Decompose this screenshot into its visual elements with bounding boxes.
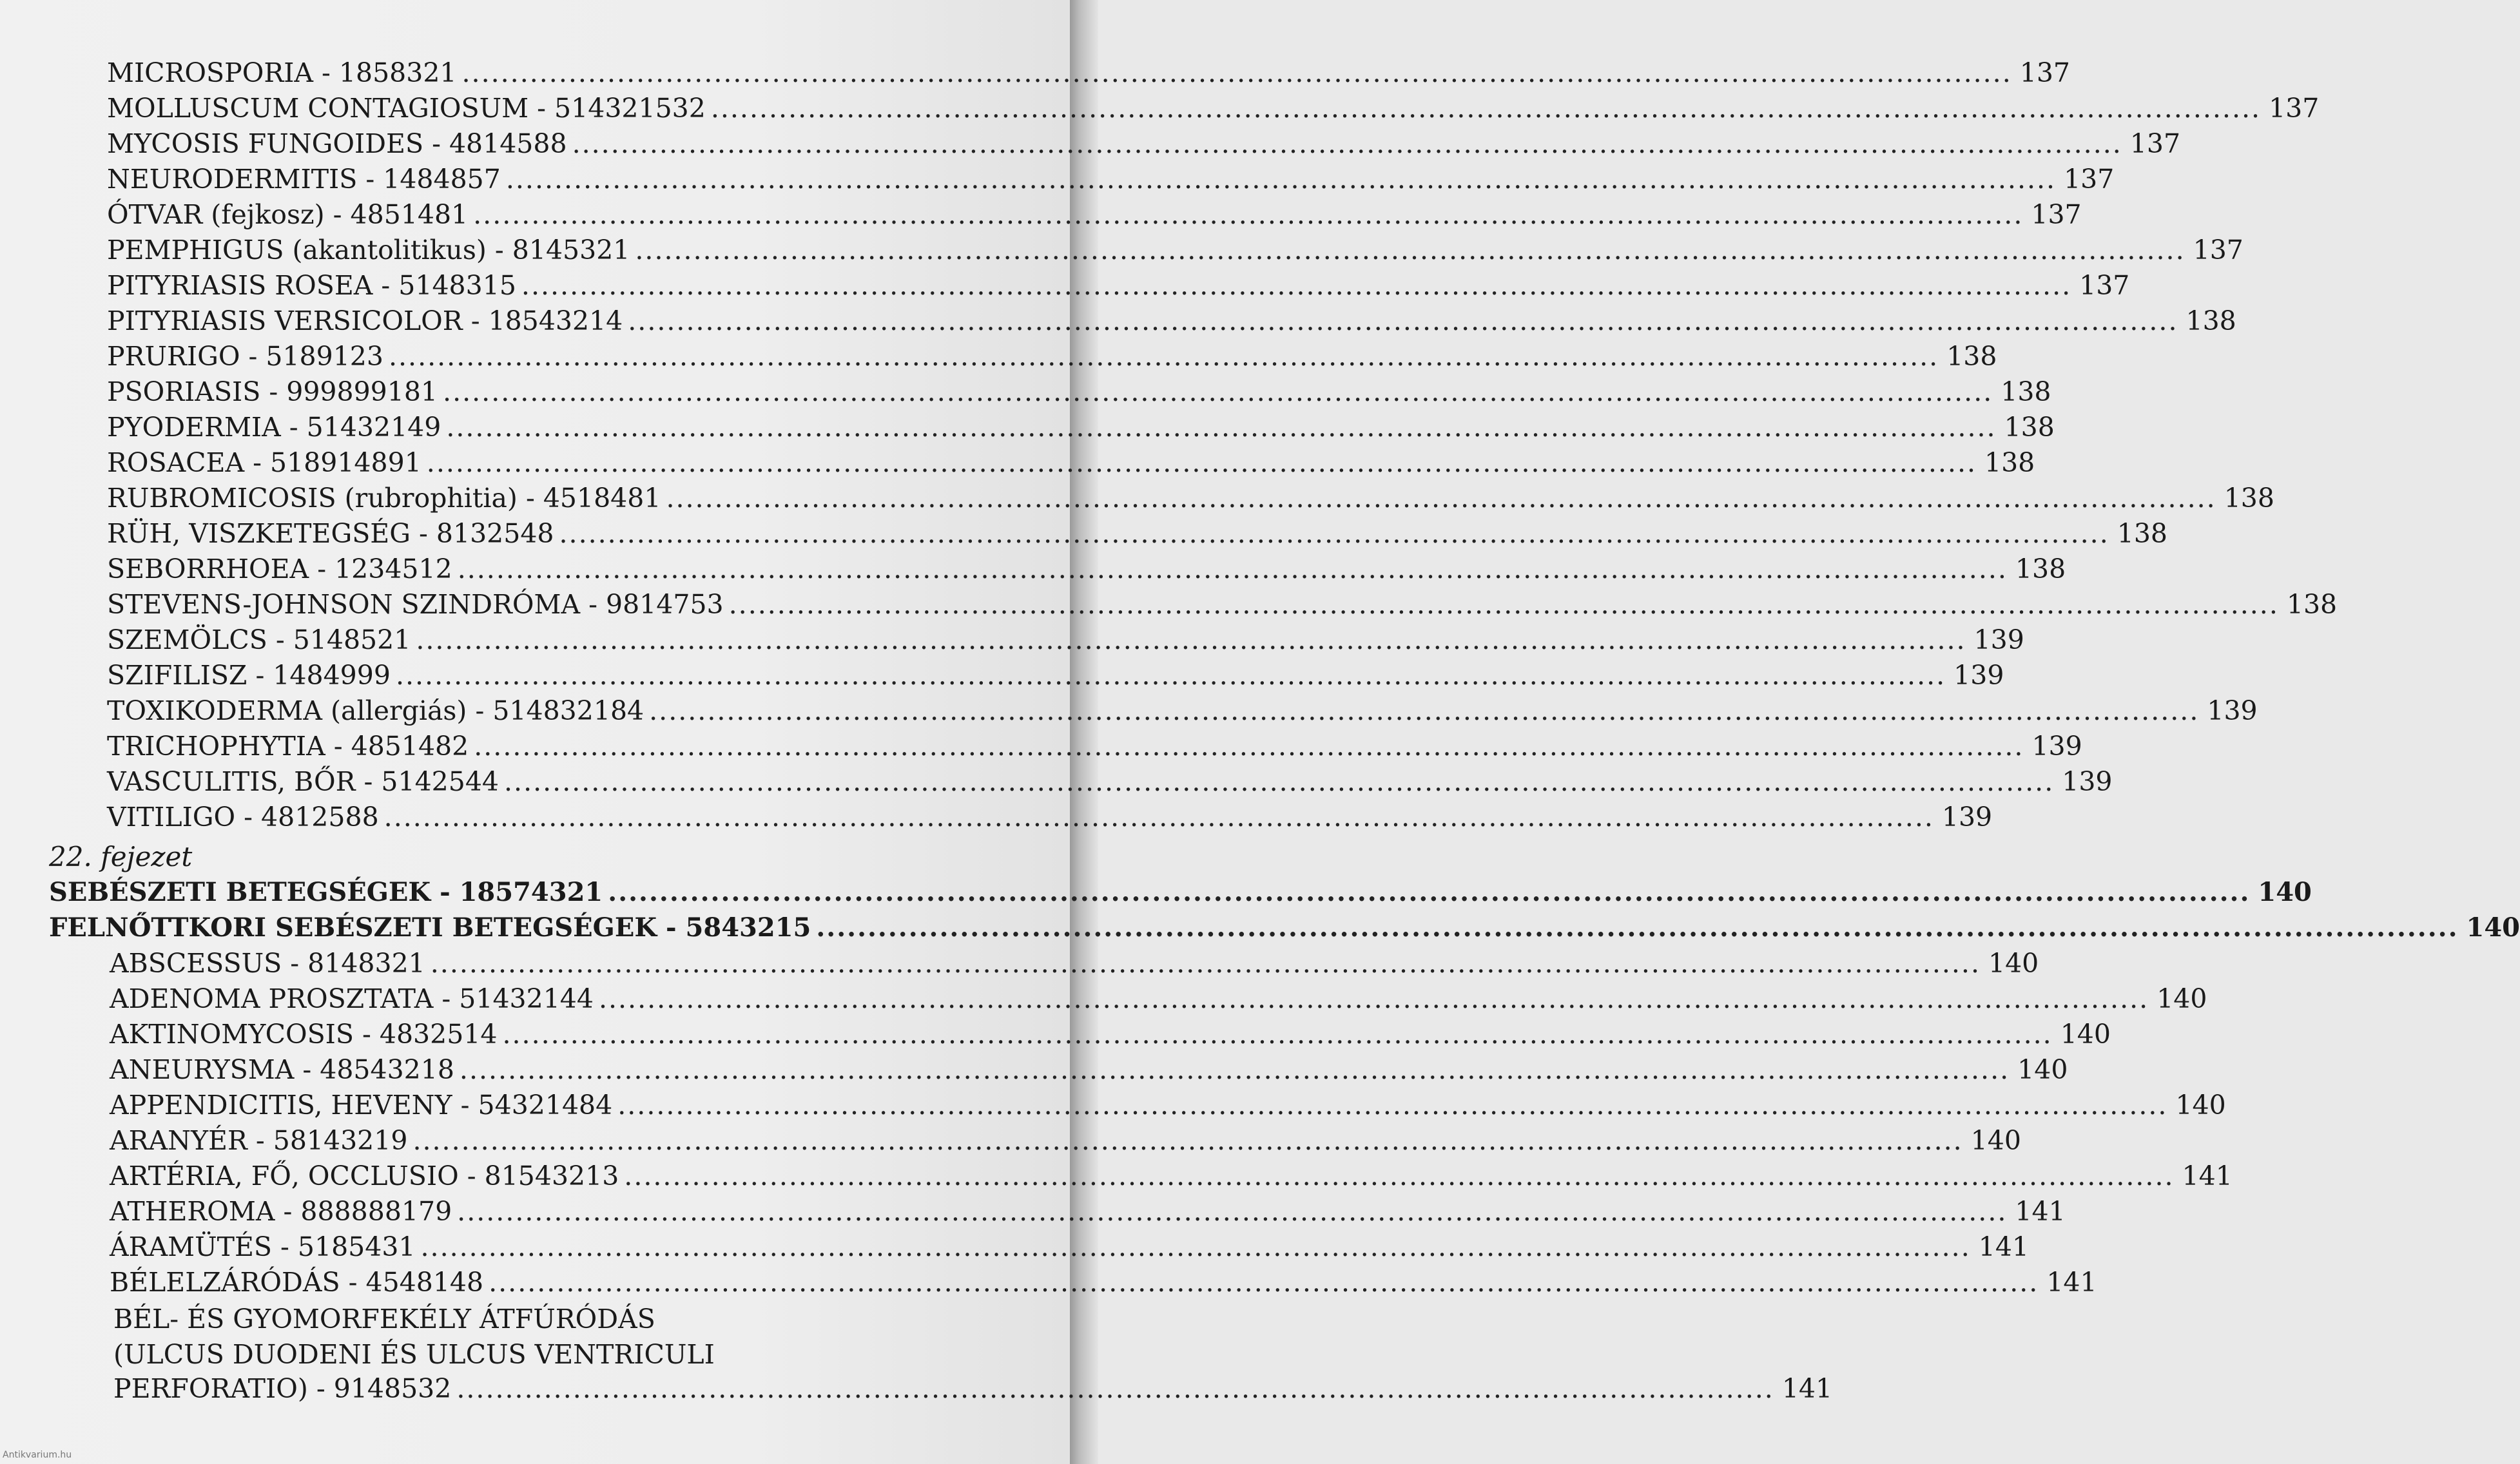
entry-title: ARTÉRIA, FŐ, OCCLUSIO - 81543213 bbox=[110, 1161, 619, 1191]
entry-page: 138 bbox=[2117, 518, 2167, 549]
leader-dots: ................................................................................................................................................................ bbox=[728, 589, 2279, 620]
entry-page: 141 bbox=[1781, 1373, 1833, 1404]
leader-dots: ................................................................................................................................................................ bbox=[624, 1161, 2175, 1191]
leader-dots: ................................................................................................................................................................ bbox=[649, 695, 2200, 726]
leader-dots: ................................................................................................................................................................ bbox=[416, 624, 1966, 655]
toc-entry bbox=[107, 730, 2082, 762]
entry-page: 139 bbox=[2062, 766, 2113, 797]
entry-title: STEVENS-JOHNSON SZINDRÓMA - 9814753 bbox=[107, 589, 724, 620]
entry-title: FELNŐTTKORI SEBÉSZETI BETEGSÉGEK - 5843215 bbox=[49, 912, 811, 943]
leader-dots: ................................................................................................................................................................ bbox=[426, 447, 1977, 478]
entry-title: TOXIKODERMA (allergiás) - 514832184 bbox=[107, 695, 645, 726]
toc-entry bbox=[107, 659, 2004, 691]
entry-page: 138 bbox=[1984, 447, 2035, 478]
toc-entry bbox=[107, 340, 1997, 372]
leader-dots: ................................................................................................................................................................ bbox=[457, 554, 2008, 584]
entry-title: TRICHOPHYTIA - 4851482 bbox=[107, 731, 469, 762]
entry-title: MYCOSIS FUNGOIDES - 4814588 bbox=[107, 128, 567, 159]
entry-page: 140 bbox=[2258, 877, 2312, 907]
leader-dots: ................................................................................................................................................................ bbox=[383, 802, 1934, 833]
toc-entry bbox=[110, 1054, 2068, 1086]
toc-entry bbox=[110, 1089, 2226, 1121]
entry-title: SZIFILISZ - 1484999 bbox=[107, 660, 391, 691]
toc-entry bbox=[107, 234, 2244, 266]
leader-dots: ................................................................................................................................................................ bbox=[420, 1231, 1971, 1262]
toc-entry bbox=[107, 411, 2055, 443]
entry-page: 138 bbox=[2186, 305, 2236, 336]
entry-title: APPENDICITIS, HEVENY - 54321484 bbox=[110, 1090, 613, 1121]
entry-title: NEURODERMITIS - 1484857 bbox=[107, 164, 501, 195]
toc-entry bbox=[107, 163, 2115, 195]
leader-dots: ................................................................................................................................................................ bbox=[461, 57, 2012, 88]
chapter-label: 22. fejezet bbox=[49, 841, 193, 872]
toc-entry bbox=[107, 57, 2071, 89]
entry-page: 140 bbox=[2060, 1019, 2111, 1050]
leader-dots: ................................................................................................................................................................ bbox=[412, 1125, 1963, 1156]
entry-title: RÜH, VISZKETEGSÉG - 8132548 bbox=[107, 518, 554, 549]
entry-page: 139 bbox=[2031, 731, 2082, 762]
leader-dots: ................................................................................................................................................................ bbox=[502, 1019, 2053, 1050]
toc-entry bbox=[107, 447, 2035, 479]
entry-page: 140 bbox=[1988, 948, 2039, 979]
entry-title: VITILIGO - 4812588 bbox=[107, 802, 379, 833]
entry-page: 139 bbox=[2207, 695, 2258, 726]
toc-entry bbox=[107, 588, 2338, 621]
leader-dots: ................................................................................................................................................................ bbox=[521, 270, 2072, 301]
entry-title: ABSCESSUS - 8148321 bbox=[110, 948, 425, 979]
entry-page: 141 bbox=[2015, 1196, 2066, 1227]
leader-dots: ................................................................................................................................................................ bbox=[572, 128, 2122, 159]
toc-entry bbox=[107, 801, 1993, 833]
entry-page: 138 bbox=[2015, 554, 2066, 584]
multiline-entry-line2: (ULCUS DUODENI ÉS ULCUS VENTRICULI bbox=[113, 1339, 715, 1370]
leader-dots: ................................................................................................................................................................ bbox=[504, 766, 2055, 797]
leader-dots: ................................................................................................................................................................ bbox=[489, 1267, 2039, 1298]
watermark-footer: Antikvarium.hu bbox=[3, 1450, 72, 1460]
toc-entry bbox=[107, 92, 2320, 124]
entry-title: PITYRIASIS VERSICOLOR - 18543214 bbox=[107, 305, 623, 336]
entry-page: 137 bbox=[2064, 164, 2115, 195]
entry-title: VASCULITIS, BŐR - 5142544 bbox=[107, 766, 499, 797]
leader-dots: ................................................................................................................................................................ bbox=[430, 948, 1981, 979]
toc-entry bbox=[110, 1266, 2097, 1298]
leader-dots: ................................................................................................................................................................ bbox=[617, 1090, 2168, 1121]
leader-dots: ................................................................................................................................................................ bbox=[459, 1054, 2010, 1085]
entry-page: 138 bbox=[2286, 589, 2338, 620]
toc-entry bbox=[107, 624, 2024, 656]
leader-dots: ................................................................................................................................................................ bbox=[388, 341, 1939, 372]
leader-dots: ................................................................................................................................................................ bbox=[395, 660, 1946, 691]
toc-entry bbox=[110, 1160, 2233, 1192]
leader-dots: ................................................................................................................................................................ bbox=[598, 983, 2149, 1014]
entry-title: ÓTVAR (fejkosz) - 4851481 bbox=[107, 199, 469, 230]
toc-entry bbox=[110, 1231, 2030, 1263]
entry-title: AKTINOMYCOSIS - 4832514 bbox=[110, 1019, 498, 1050]
entry-page: 138 bbox=[2001, 376, 2051, 407]
entry-page: 139 bbox=[1953, 660, 2004, 691]
leader-dots: ................................................................................................................................................................ bbox=[710, 93, 2262, 124]
entry-title: MICROSPORIA - 1858321 bbox=[107, 57, 457, 88]
leader-dots: ................................................................................................................................................................ bbox=[457, 1196, 2008, 1227]
leader-dots: ........................................................................................................................................ bbox=[456, 1373, 1774, 1404]
entry-title: PSORIASIS - 999899181 bbox=[107, 376, 438, 407]
toc-entry bbox=[107, 376, 2051, 408]
toc-entry bbox=[107, 695, 2258, 727]
entry-title: ARANYÉR - 58143219 bbox=[110, 1125, 408, 1156]
entry-title: ÁRAMÜTÉS - 5185431 bbox=[110, 1231, 416, 1262]
leader-dots: ................................................................................................................................................................ bbox=[505, 164, 2057, 195]
toc-entry bbox=[110, 1195, 2066, 1228]
leader-dots: ................................................................................................................................................................ bbox=[474, 731, 2024, 762]
entry-page: 137 bbox=[2129, 128, 2181, 159]
entry-page: 137 bbox=[2079, 270, 2130, 301]
entry-page: 140 bbox=[2017, 1054, 2068, 1085]
leader-dots: ................................................................................................................................................................ bbox=[635, 235, 2186, 265]
entry-title: PERFORATIO) - 9148532 bbox=[113, 1373, 452, 1404]
entry-page: 140 bbox=[1970, 1125, 2021, 1156]
entry-title: PRURIGO - 5189123 bbox=[107, 341, 383, 372]
entry-title: SEBÉSZETI BETEGSÉGEK - 18574321 bbox=[49, 877, 603, 907]
toc-entry bbox=[110, 983, 2207, 1015]
toc-entry bbox=[110, 947, 2039, 979]
entry-page: 137 bbox=[2031, 199, 2082, 230]
leader-dots: ................................................................................................................................................................ bbox=[628, 305, 2178, 336]
toc-entry bbox=[107, 517, 2167, 550]
toc-entry bbox=[107, 766, 2113, 798]
entry-title: PEMPHIGUS (akantolitikus) - 8145321 bbox=[107, 235, 630, 265]
leader-dots: ................................................................................................................................................................ bbox=[443, 376, 1993, 407]
entry-title: ANEURYSMA - 48543218 bbox=[110, 1054, 454, 1085]
toc-entry bbox=[107, 553, 2066, 585]
entry-page: 138 bbox=[1946, 341, 1997, 372]
entry-page: 138 bbox=[2224, 483, 2274, 514]
leader-dots: ................................................................................................................................................................ bbox=[666, 483, 2216, 514]
entry-title: ATHEROMA - 888888179 bbox=[110, 1196, 452, 1227]
toc-entry bbox=[110, 1018, 2111, 1050]
entry-page: 139 bbox=[1941, 802, 1993, 833]
toc-entry bbox=[107, 269, 2130, 302]
entry-title: SEBORRHOEA - 1234512 bbox=[107, 554, 452, 584]
entry-page: 137 bbox=[2269, 93, 2320, 124]
entry-page: 140 bbox=[2175, 1090, 2226, 1121]
toc-entry bbox=[110, 1124, 2021, 1157]
multiline-entry-line1: BÉL- ÉS GYOMORFEKÉLY ÁTFÚRÓDÁS bbox=[113, 1304, 655, 1334]
entry-title: SZEMÖLCS - 5148521 bbox=[107, 624, 411, 655]
multiline-entry-last-line bbox=[113, 1372, 1833, 1405]
entry-title: MOLLUSCUM CONTAGIOSUM - 514321532 bbox=[107, 93, 706, 124]
entry-title: BÉLELZÁRÓDÁS - 4548148 bbox=[110, 1267, 484, 1298]
entry-page: 138 bbox=[2004, 412, 2055, 443]
entry-page: 141 bbox=[2182, 1161, 2233, 1191]
leader-dots: ................................................................................................................................................................ bbox=[559, 518, 2109, 549]
entry-page: 137 bbox=[2193, 235, 2244, 265]
toc-entry bbox=[107, 128, 2181, 160]
entry-title: ROSACEA - 518914891 bbox=[107, 447, 422, 478]
entry-title: PYODERMIA - 51432149 bbox=[107, 412, 441, 443]
entry-page: 137 bbox=[2019, 57, 2071, 88]
entry-page: 140 bbox=[2466, 912, 2520, 943]
toc-entry bbox=[49, 876, 2312, 909]
entry-page: 141 bbox=[1978, 1231, 2030, 1262]
toc-entry bbox=[49, 912, 2520, 944]
toc-entry bbox=[107, 305, 2236, 337]
entry-title: ADENOMA PROSZTATA - 51432144 bbox=[110, 983, 594, 1014]
entry-title: RUBROMICOSIS (rubrophitia) - 4518481 bbox=[107, 483, 661, 514]
leader-dots: ................................................................................................................................................................ bbox=[608, 877, 2251, 907]
leader-dots: ................................................................................................................................................................ bbox=[473, 199, 2024, 230]
leader-dots: ................................................................................................................................................................ bbox=[816, 912, 2459, 943]
toc-entry bbox=[107, 482, 2274, 514]
entry-title: PITYRIASIS ROSEA - 5148315 bbox=[107, 270, 516, 301]
entry-page: 140 bbox=[2157, 983, 2207, 1014]
entry-page: 141 bbox=[2046, 1267, 2097, 1298]
entry-page: 139 bbox=[1973, 624, 2024, 655]
toc-entry bbox=[107, 198, 2082, 231]
leader-dots: ................................................................................................................................................................ bbox=[446, 412, 1997, 443]
